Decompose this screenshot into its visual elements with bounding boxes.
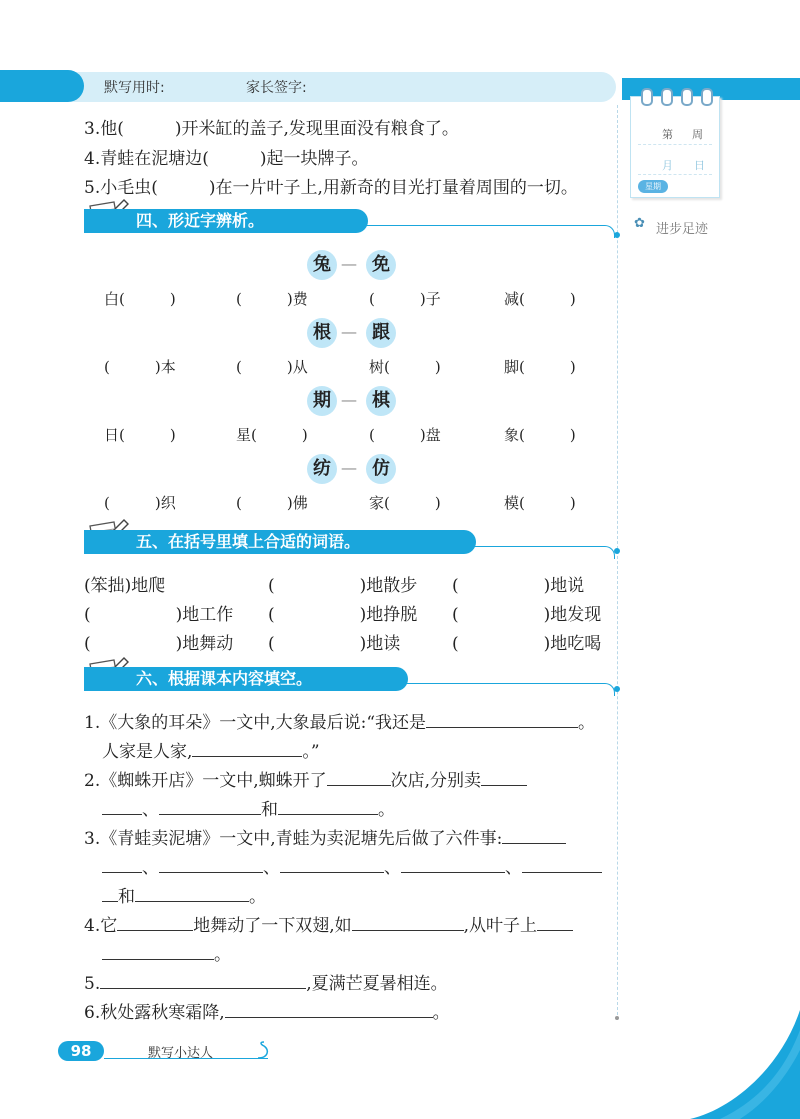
question-text: 2.《蜘蛛开店》一文中,蜘蛛开了: [84, 771, 327, 791]
answer-blank[interactable]: [327, 769, 391, 786]
fill-cell: ( )费: [236, 290, 308, 308]
answer-blank[interactable]: [280, 856, 384, 873]
phrase-cell: ( )地发现: [452, 605, 602, 625]
pair-dash: —: [341, 458, 357, 477]
fill-cell: ( )盘: [369, 426, 441, 444]
answer-blank[interactable]: [352, 914, 464, 931]
phrase-cell: ( )地读: [268, 634, 401, 654]
fill-cell: 象( ): [504, 426, 576, 444]
calendar-day: 日: [694, 159, 705, 172]
section-title-text: 六、根据课本内容填空。: [136, 669, 313, 688]
question-text: 人家是人家,: [102, 742, 193, 762]
binder-ring-icon: [701, 88, 713, 106]
fill-cell: 家( ): [369, 494, 441, 512]
answer-blank[interactable]: [225, 1001, 433, 1018]
question-line: 和 。: [102, 882, 266, 907]
phrase-cell: ( )地挣脱: [268, 605, 418, 625]
answer-blank[interactable]: [278, 798, 378, 815]
section-divider: [290, 225, 615, 238]
section-divider: [398, 546, 615, 559]
margin-line: [617, 105, 618, 1020]
question-line: 、 、 、 、: [102, 853, 602, 878]
fill-cell: 日( ): [104, 426, 176, 444]
answer-blank[interactable]: [102, 798, 142, 815]
question-text: 5.: [84, 974, 101, 994]
margin-dot: [615, 1016, 619, 1020]
fill-cell: ( )本: [104, 358, 176, 376]
calendar-month: 月: [662, 159, 673, 172]
char-circle: 期: [307, 386, 337, 416]
answer-blank[interactable]: [426, 711, 578, 728]
binder-ring-icon: [681, 88, 693, 106]
footprints-icon: ✿: [634, 216, 645, 231]
answer-blank[interactable]: [159, 856, 263, 873]
pair-dash: —: [341, 254, 357, 273]
char-circle: 纺: [307, 454, 337, 484]
answer-blank[interactable]: [102, 856, 142, 873]
answer-blank[interactable]: [135, 885, 249, 902]
question-text: 1.《大象的耳朵》一文中,大象最后说:“我还是: [84, 713, 427, 733]
phrase-cell: ( )地工作: [84, 605, 234, 625]
binder-ring-icon: [641, 88, 653, 106]
calendar-week-prefix: 第: [662, 128, 673, 141]
page-corner-curl: [690, 1010, 800, 1119]
answer-blank[interactable]: [102, 943, 214, 960]
phrase-cell: ( )地散步: [268, 576, 418, 596]
phrase-cell: ( )地舞动: [84, 634, 234, 654]
answer-blank[interactable]: [481, 769, 527, 786]
fill-cell: 星( ): [236, 426, 308, 444]
fill-cell: 模( ): [504, 494, 576, 512]
fill-cell: 白( ): [104, 290, 176, 308]
question-line: 2.《蜘蛛开店》一文中,蜘蛛开了 次店,分别卖: [84, 766, 527, 791]
question-line: [84, 824, 566, 849]
phrase-cell: ( )地说: [452, 576, 585, 596]
steps-label: 进步足迹: [656, 222, 709, 237]
answer-blank[interactable]: [522, 856, 602, 873]
question-line: 人家是人家, 。”: [102, 742, 320, 762]
question-line: 。: [102, 940, 231, 965]
parent-sign-label: 家长签字:: [246, 80, 307, 96]
question-line: 1.《大象的耳朵》一文中,大象最后说:“我还是 。: [84, 713, 596, 733]
answer-blank[interactable]: [159, 798, 261, 815]
margin-dot: [614, 548, 620, 554]
phrase-cell: (笨拙)地爬: [84, 576, 166, 596]
answer-blank[interactable]: [100, 972, 306, 989]
calendar-week-suffix: 周: [692, 128, 703, 141]
question-line: 5. ,夏满芒夏暑相连。: [84, 974, 448, 994]
binder-ring-icon: [661, 88, 673, 106]
calendar-weekday: 星期: [638, 180, 668, 193]
question-line: 、 和 。: [102, 795, 395, 820]
char-circle: 兔: [307, 250, 337, 280]
answer-blank[interactable]: [117, 914, 193, 931]
answer-blank[interactable]: [537, 914, 573, 931]
phrase-cell: ( )地吃喝: [452, 634, 602, 654]
book-name: 默写小达人: [148, 1046, 214, 1061]
question-line: 6.秋处露秋寒霜降, 。: [84, 1003, 450, 1023]
page-number: 98: [58, 1041, 104, 1061]
fill-cell: 脚( ): [504, 358, 576, 376]
fill-cell: ( )佛: [236, 494, 308, 512]
time-label: 默写用时:: [104, 80, 165, 96]
question-text: 3.《青蛙卖泥塘》一文中,青蛙为卖泥塘先后做了六件事:: [84, 829, 503, 849]
char-circle: 仿: [366, 454, 396, 484]
question-line: 5.小毛虫( )在一片叶子上,用新奇的目光打量着周围的一切。: [84, 178, 578, 198]
header-tab: [0, 70, 84, 102]
header-band: [0, 72, 616, 102]
fill-cell: ( )子: [369, 290, 441, 308]
question-line: 3.他( )开米缸的盖子,发现里面没有粮食了。: [84, 119, 459, 139]
section-title-text: 五、在括号里填上合适的词语。: [136, 532, 361, 551]
answer-blank[interactable]: [502, 827, 566, 844]
question-text: 4.它: [84, 916, 118, 936]
fill-cell: ( )织: [104, 494, 176, 512]
curl-icon: [256, 1040, 272, 1060]
pair-dash: —: [341, 322, 357, 341]
char-circle: 棋: [366, 386, 396, 416]
fill-cell: ( )从: [236, 358, 308, 376]
answer-blank[interactable]: [102, 885, 118, 902]
pair-dash: —: [341, 390, 357, 409]
fill-cell: 减( ): [504, 290, 576, 308]
char-circle: 免: [366, 250, 396, 280]
question-text: 6.秋处露秋寒霜降,: [84, 1003, 225, 1023]
answer-blank[interactable]: [401, 856, 505, 873]
char-circle: 跟: [366, 318, 396, 348]
fill-cell: 树( ): [369, 358, 441, 376]
section-title-text: 四、形近字辨析。: [136, 211, 265, 230]
answer-blank[interactable]: [192, 740, 302, 757]
char-circle: 根: [307, 318, 337, 348]
question-line: 4.青蛙在泥塘边( )起一块牌子。: [84, 149, 369, 169]
question-line: 4.它 地舞动了一下双翅,如 ,从叶子上: [84, 911, 573, 936]
section-divider: [330, 683, 615, 696]
